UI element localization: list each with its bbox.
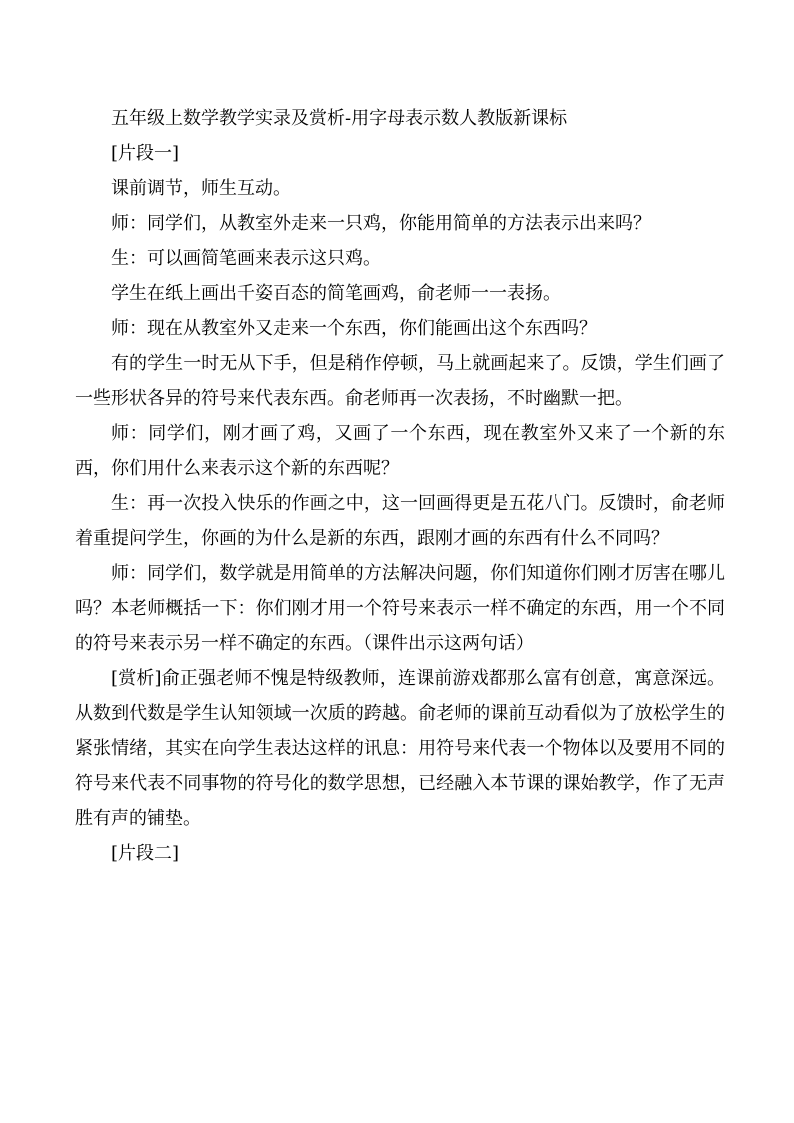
paragraph: 师：同学们，数学就是用简单的方法解决问题，你们知道你们刚才厉害在哪儿吗？本老师概括一下：你们刚才用一个符号来表示一样不确定的东西，用一个不同的符号来表示另一样不确定的东西。（课件出示这两句话） bbox=[75, 563, 725, 654]
paragraph: 生：可以画简笔画来表示这只鸡。 bbox=[111, 248, 381, 269]
section-heading-1: [片段一] bbox=[111, 143, 180, 164]
section-heading-2: [片段二] bbox=[111, 843, 180, 864]
analysis-paragraph: [赏析]俞正强老师不愧是特级教师，连课前游戏都那么富有创意，寓意深远。从数到代数是学生认知领域一次质的跨越。俞老师的课前互动看似为了放松学生的紧张情绪，其实在向学生表达这样的讯息：用符号来代表一个物体以及要用不同的符号来代表不同事物的符号化的数学思想，已经融入本节课的课始教学，作了无声胜有声的铺垫。 bbox=[75, 668, 725, 829]
paragraph: 师：同学们，从教室外走来一只鸡，你能用简单的方法表示出来吗？ bbox=[111, 213, 651, 234]
paragraph: 师：现在从教室外又走来一个东西，你们能画出这个东西吗？ bbox=[111, 318, 597, 339]
paragraph: 师：同学们，刚才画了鸡，又画了一个东西，现在教室外又来了一个新的东西，你们用什么来表示这个新的东西呢？ bbox=[75, 423, 725, 479]
document-title: 五年级上数学教学实录及赏析-用字母表示数人教版新课标 bbox=[111, 108, 568, 129]
paragraph: 学生在纸上画出千姿百态的简笔画鸡，俞老师一一表扬。 bbox=[111, 283, 561, 304]
paragraph: 课前调节，师生互动。 bbox=[111, 178, 291, 199]
paragraph: 生：再一次投入快乐的作画之中，这一回画得更是五花八门。反馈时，俞老师着重提问学生，你画的为什么是新的东西，跟刚才画的东西有什么不同吗？ bbox=[75, 493, 725, 549]
document-body bbox=[75, 101, 725, 871]
paragraph: 有的学生一时无从下手，但是稍作停顿，马上就画起来了。反馈，学生们画了一些形状各异的符号来代表东西。俞老师再一次表扬，不时幽默一把。 bbox=[75, 353, 725, 409]
